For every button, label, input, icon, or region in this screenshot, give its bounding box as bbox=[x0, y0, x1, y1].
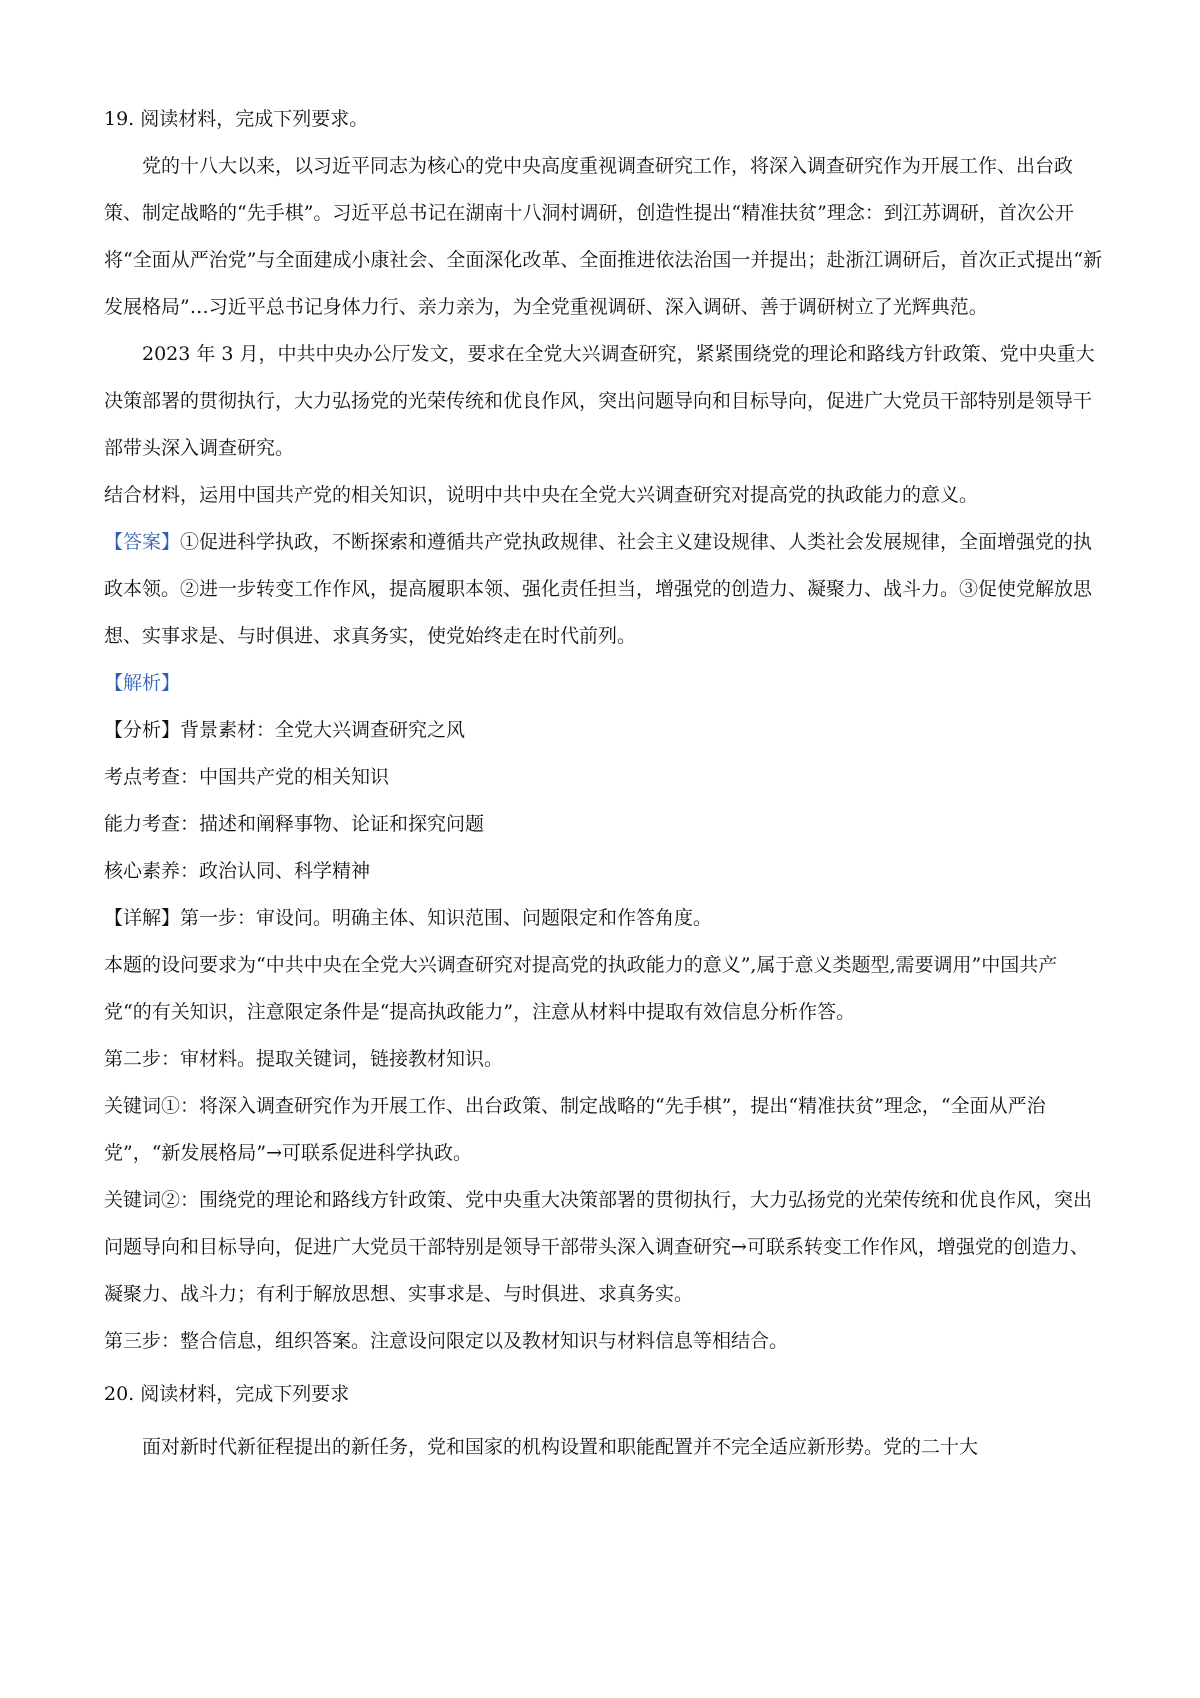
question-20-title: 20. 阅读材料，完成下列要求 bbox=[104, 1383, 350, 1405]
step-2: 第二步：审材料。提取关键词，链接教材知识。 bbox=[104, 1048, 504, 1070]
keyword-2: 关键词②：围绕党的理论和路线方针政策、党中央重大决策部署的贯彻执行，大力弘扬党的光荣传统和优良作风，突出问题导向和目标导向，促进广大党员干部特别是领导干部带头深入调查研究→可联系转变工作作风，增强党的创造力、凝聚力、战斗力；有利于解放思想、实事求是、与时俱进、求真务实。 bbox=[104, 1189, 1093, 1305]
detail-paragraph: 本题的设问要求为“中共中央在全党大兴调查研究对提高党的执政能力的意义”,属于意义类题型,需要调用”中国共产党“的有关知识，注意限定条件是“提高执政能力”，注意从材料中提取有效信息分析作答。 bbox=[104, 954, 1058, 1023]
analysis-line: 考点考查：中国共产党的相关知识 bbox=[104, 766, 390, 788]
document-page bbox=[104, 96, 1104, 1471]
analysis-tag: 【解析】 bbox=[104, 672, 181, 694]
analysis-line: 核心素养：政治认同、科学精神 bbox=[104, 860, 371, 882]
question-19-prompt: 结合材料，运用中国共产党的相关知识，说明中共中央在全党大兴调查研究对提高党的执政能力的意义。 bbox=[104, 484, 979, 506]
question-19-material-paragraph-1: 党的十八大以来，以习近平同志为核心的党中央高度重视调查研究工作，将深入调查研究作为开展工作、出台政策、制定战略的“先手棋”。习近平总书记在湖南十八洞村调研，创造性提出“精准扶贫”理念：到江苏调研，首次公开将“全面从严治党”与全面建成小康社会、全面深化改革、全面推进依法治国一并提出；赴浙江调研后，首次正式提出“新发展格局”…习近平总书记身体力行、亲力亲为，为全党重视调研、深入调研、善于调研树立了光辉典范。 bbox=[104, 155, 1103, 318]
answer-block bbox=[104, 519, 1104, 660]
keyword-1: 关键词①：将深入调查研究作为开展工作、出台政策、制定战略的“先手棋”，提出“精准扶贫”理念，“全面从严治党”，“新发展格局”→可联系促进科学执政。 bbox=[104, 1095, 1046, 1164]
answer-text: ①促进科学执政，不断探索和遵循共产党执政规律、社会主义建设规律、人类社会发展规律，全面增强党的执政本领。②进一步转变工作作风，提高履职本领、强化责任担当，增强党的创造力、凝聚力、战斗力。③促使党解放思想、实事求是、与时俱进、求真务实，使党始终走在时代前列。 bbox=[104, 531, 1093, 647]
analysis-line: 能力考查：描述和阐释事物、论证和探究问题 bbox=[104, 813, 485, 835]
question-19-material-paragraph-2: 2023 年 3 月，中共中央办公厅发文，要求在全党大兴调查研究，紧紧围绕党的理论和路线方针政策、党中央重大决策部署的贯彻执行，大力弘扬党的光荣传统和优良作风，突出问题导向和目标导向，促进广大党员干部特别是领导干部带头深入调查研究。 bbox=[104, 343, 1095, 459]
question-19-title: 19. 阅读材料，完成下列要求。 bbox=[104, 108, 369, 130]
analysis-line: 【分析】背景素材：全党大兴调查研究之风 bbox=[104, 719, 466, 741]
analysis-line: 【详解】第一步：审设问。明确主体、知识范围、问题限定和作答角度。 bbox=[104, 907, 713, 929]
answer-tag: 【答案】 bbox=[104, 531, 181, 553]
step-3: 第三步：整合信息，组织答案。注意设问限定以及教材知识与材料信息等相结合。 bbox=[104, 1330, 789, 1352]
question-20-material-paragraph-1: 面对新时代新征程提出的新任务，党和国家的机构设置和职能配置并不完全适应新形势。党的二十大 bbox=[142, 1436, 979, 1458]
